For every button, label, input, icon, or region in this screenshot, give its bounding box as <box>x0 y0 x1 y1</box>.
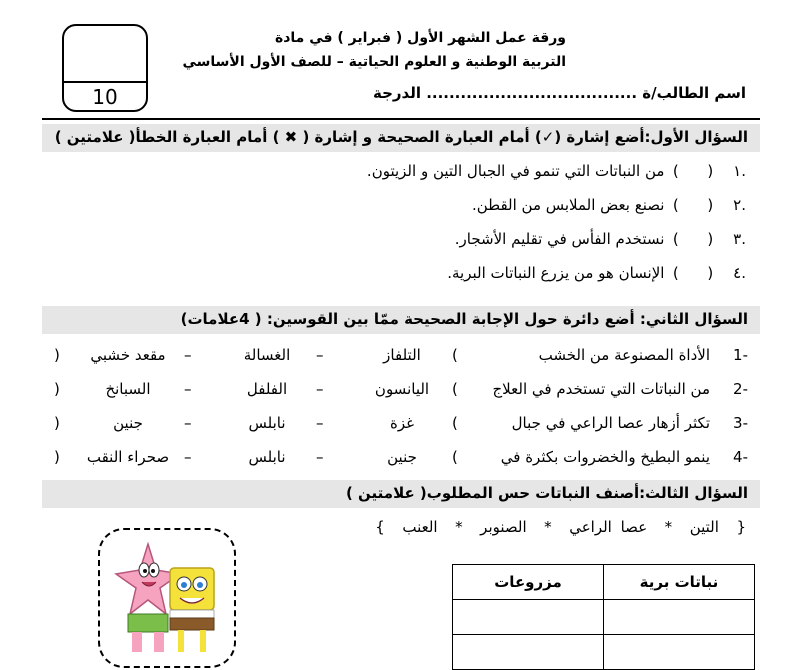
score-total: 10 <box>92 85 118 109</box>
q2-option[interactable]: نابلس <box>248 414 286 432</box>
table-cell[interactable] <box>604 635 755 670</box>
q2-option[interactable]: الفلفل <box>246 380 288 398</box>
q1-item-number: .٣ <box>733 230 746 248</box>
q1-item <box>455 230 746 248</box>
q2-row-number: 3- <box>733 414 748 432</box>
table-header-row <box>453 565 755 600</box>
q2-dash: – <box>316 380 324 398</box>
q2-close-paren: ) <box>54 414 60 432</box>
q1-answer-blank[interactable]: ( ) <box>672 264 714 282</box>
q2-option[interactable]: جنين <box>387 448 417 466</box>
q2-open-paren: ( <box>452 414 458 432</box>
q2-row-number: 1- <box>733 346 748 364</box>
q2-option[interactable]: الغسالة <box>243 346 291 364</box>
table-row <box>453 600 755 635</box>
q2-dash: – <box>316 414 324 432</box>
table-row <box>453 635 755 670</box>
table-header-cultivated: مزروعات <box>453 565 604 600</box>
q1-answer-blank[interactable]: ( ) <box>672 196 714 214</box>
q2-option[interactable]: التلفاز <box>383 346 421 364</box>
q2-open-paren: ( <box>452 448 458 466</box>
q2-option[interactable]: السبانخ <box>105 380 151 398</box>
q2-open-paren: ( <box>452 380 458 398</box>
q2-row <box>42 346 760 374</box>
q2-close-paren: ) <box>54 346 60 364</box>
q3-word-bank: { التين * عصا الراعي * الصنوبر * العنب } <box>375 518 746 536</box>
q1-item <box>447 264 746 282</box>
q2-option[interactable]: صحراء النقب <box>86 448 170 466</box>
q2-row-question: من النباتات التي تستخدم في العلاج <box>492 380 710 398</box>
q1-item-text: من النباتات التي تنمو في الجبال التين و الزيتون. <box>366 162 665 180</box>
q2-close-paren: ) <box>54 448 60 466</box>
q1-answer-blank[interactable]: ( ) <box>672 230 714 248</box>
q1-item <box>367 162 746 180</box>
q2-option[interactable]: مقعد خشبي <box>90 346 166 364</box>
q1-item-number: .١ <box>733 162 746 180</box>
q1-answer-blank[interactable]: ( ) <box>672 162 714 180</box>
q2-row-number: 4- <box>733 448 748 466</box>
q2-title: السؤال الثاني: أضع دائرة حول الإجابة الصحيحة ممّا بين القوسين: ( 4علامات) <box>42 306 760 334</box>
q2-row <box>42 380 760 408</box>
table-cell[interactable] <box>453 635 604 670</box>
q2-row-question: الأداة المصنوعة من الخشب <box>538 346 710 364</box>
header-divider <box>42 118 760 120</box>
q1-item-number: .٤ <box>733 264 746 282</box>
q2-dash: – <box>184 346 192 364</box>
q2-option[interactable]: غزة <box>390 414 414 432</box>
q2-row-question: ينمو البطيخ والخضروات بكثرة في <box>500 448 710 466</box>
q2-row <box>42 414 760 442</box>
q2-option[interactable]: نابلس <box>248 448 286 466</box>
table-header-wild-plants: نباتات برية <box>604 565 755 600</box>
worksheet-title: ورقة عمل الشهر الأول ( فبراير ) في مادة <box>274 30 566 46</box>
q2-dash: – <box>316 448 324 466</box>
q2-dash: – <box>184 448 192 466</box>
q2-option[interactable]: اليانسون <box>374 380 430 398</box>
q2-open-paren: ( <box>452 346 458 364</box>
q2-row <box>42 448 760 476</box>
q2-dash: – <box>184 414 192 432</box>
table-cell[interactable] <box>453 600 604 635</box>
q1-title: السؤال الأول:أضع إشارة (✓) أمام العبارة الصحيحة و إشارة ( ✖ ) أمام العبارة الخطأ( علامتين ) <box>42 124 760 152</box>
q2-row-number: 2- <box>733 380 748 398</box>
q3-title: السؤال الثالث:أصنف النباتات حس المطلوب( علامتين ) <box>42 480 760 508</box>
illustration-frame <box>98 528 236 668</box>
q1-item-text: الإنسان هو من يزرع النباتات البرية. <box>447 264 665 282</box>
q1-item <box>472 196 746 214</box>
score-box <box>62 24 148 112</box>
q1-item-text: نصنع بعض الملابس من القطن. <box>471 196 665 214</box>
classification-table <box>452 564 755 670</box>
table-cell[interactable] <box>604 600 755 635</box>
q2-option[interactable]: جنين <box>113 414 143 432</box>
q1-item-number: .٢ <box>733 196 746 214</box>
student-name-grade-line: اسم الطالب/ة ..................................... الدرجة <box>372 84 746 102</box>
cartoon-characters-icon <box>100 530 234 666</box>
worksheet-subject: التربية الوطنية و العلوم الحياتية – للصف الأول الأساسي <box>182 54 566 70</box>
q2-dash: – <box>316 346 324 364</box>
q2-row-question: تكثر أزهار عصا الراعي في جبال <box>511 414 710 432</box>
q2-dash: – <box>184 380 192 398</box>
q2-close-paren: ) <box>54 380 60 398</box>
q1-item-text: نستخدم الفأس في تقليم الأشجار. <box>454 230 665 248</box>
